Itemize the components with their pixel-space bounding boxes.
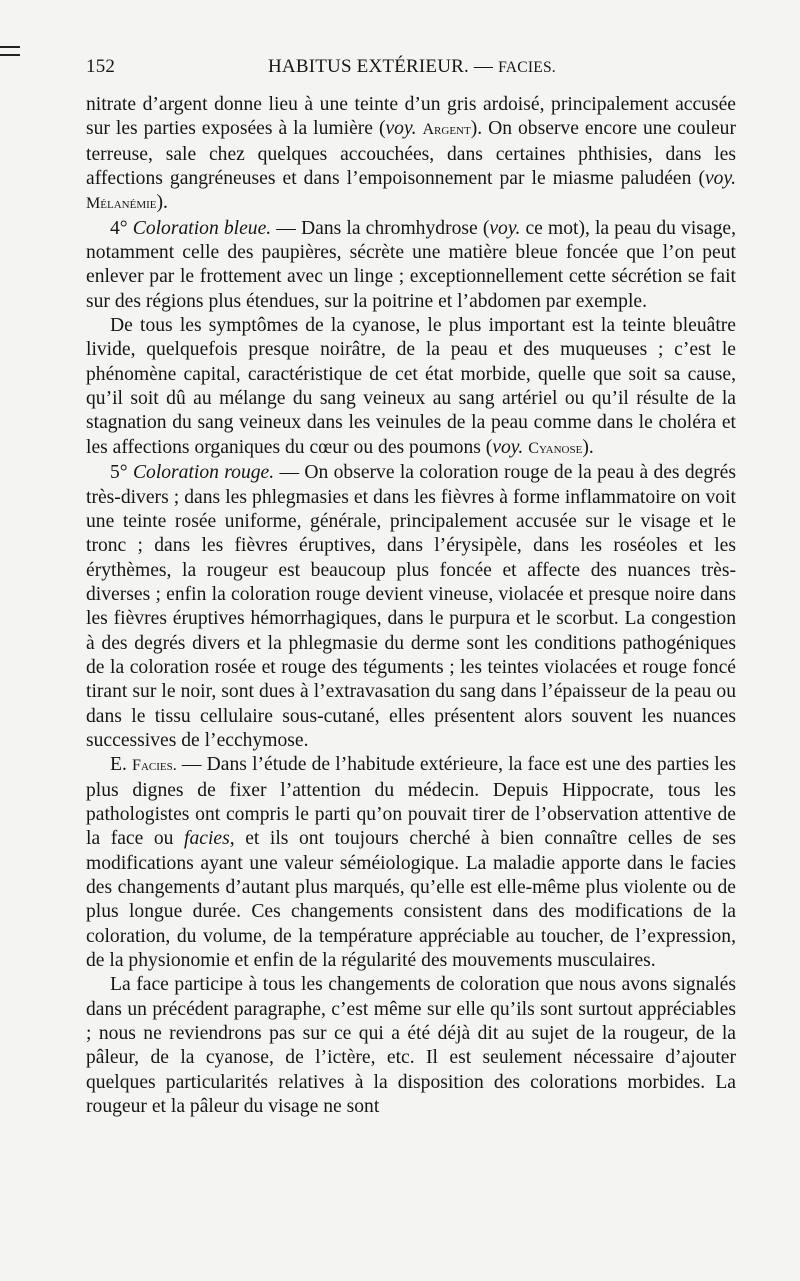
section-heading: Coloration rouge. <box>132 462 275 484</box>
running-title: HABITUS EXTÉRIEUR. — FACIES. <box>268 56 556 77</box>
book-page <box>86 56 736 1119</box>
paragraph-cyanose: De tous les symptômes de la cyanose, le plus important est la teinte bleuâtre livide, quelquefois presque noirâtre, de la peau et des muqueuses ; c’est le phénomène capital, caractéristique de cet état morbide, quelle que soit sa cause, qu’il soit dû au mélange du sang veineux au sang artériel ou qu’il résulte de la stagnation du sang veineux dans les veinules de la peau comme dans le choléra et les affections organiques du cœur ou des poumons (voy. Cyanose). <box>86 315 736 458</box>
cross-reference: Mélanémie <box>86 195 157 213</box>
cross-reference: Cyanose <box>528 439 583 457</box>
paragraph-coloration-bleue: 4° Coloration bleue. — Dans la chromhydrose (voy. ce mot), la peau du visage, notamment celle des paupières, sécrète une matière bleue foncée que l’on peut enlever par le frottement avec un linge ; exceptionnellement cette sécrétion se fait sur des régions plus étendues, sur la poitrine et l’abdomen par exemple. <box>86 217 736 312</box>
cross-reference: Argent <box>422 121 471 139</box>
page-number: 152 <box>86 56 116 77</box>
running-section: FACIES. <box>498 59 556 76</box>
paragraph-continued: nitrate d’argent donne lieu à une teinte d’un gris ardoisé, principalement accusée sur les parties exposées à la lumière (voy. Argent). On observe encore une couleur terreuse, sale chez quelques accouchées, dans certaines phthisies, dans les affections gangréneuses et dans l’empoisonnement par le miasme paludéen (voy. Mélanémie). <box>86 94 736 214</box>
paragraph-face: La face participe à tous les changements de coloration que nous avons signalés dans un précédent paragraphe, c’est même sur elle qu’ils sont surtout appréciables ; nous ne reviendrons pas sur ce qui a été déjà dit au sujet de la rougeur, de la pâleur, de la cyanose, de l’ictère, etc. Il est seulement nécessaire d’ajouter quelques particularités relatives à la disposition des colorations morbides. La rougeur et la pâleur du visage ne sont <box>86 974 736 1118</box>
section-heading: Facies. <box>132 757 177 775</box>
page-body <box>86 93 736 1119</box>
running-header <box>86 56 736 84</box>
paragraph-facies: E. Facies. — Dans l’étude de l’habitude extérieure, la face est une des parties les plus dignes de fixer l’attention du médecin. Depuis Hippocrate, tous les pathologistes ont compris le parti qu’on pouvait tirer de l’observation attentive de la face ou facies, et ils ont toujours cherché à bien connaître celles de ses modifications ayant une valeur séméiologique. La maladie apporte dans le facies des changements d’autant plus marqués, qu’elle est elle-même plus violente ou de plus longue durée. Ces changements consistent dans des modifications de la coloration, du volume, de la température appréciable au toucher, de l’expression, de la physionomie et enfin de la régularité des mouvements musculaires. <box>86 754 737 972</box>
page-edge-mark <box>0 46 20 56</box>
section-heading: Coloration bleue. <box>132 217 272 239</box>
paragraph-coloration-rouge: 5° Coloration rouge. — On observe la coloration rouge de la peau à des degrés très-divers ; dans les phlegmasies et dans les fièvres à forme inflammatoire on voit une teinte rosée uniforme, générale, principalement accusée sur le visage et le tronc ; dans les fièvres éruptives, dans l’érysipèle, dans les roséoles et les érythèmes, la rougeur est beaucoup plus foncée et affecte des nuances très-diverses ; enfin la coloration rouge devient vineuse, violacée et presque noire dans les fièvres éruptives hémorrhagiques, dans le purpura et le scorbut. La congestion à des degrés divers et la phlegmasie du derme sont les conditions pathogéniques de la coloration rosée et rouge des téguments ; les teintes violacées et rouge foncé tirant sur le noir, sont dues à l’extravasation du sang dans l’épaisseur de la peau ou dans le tissu cellulaire sous-cutané, elles présentent alors souvent les nuances successives de l’ecchymose. <box>86 462 736 751</box>
